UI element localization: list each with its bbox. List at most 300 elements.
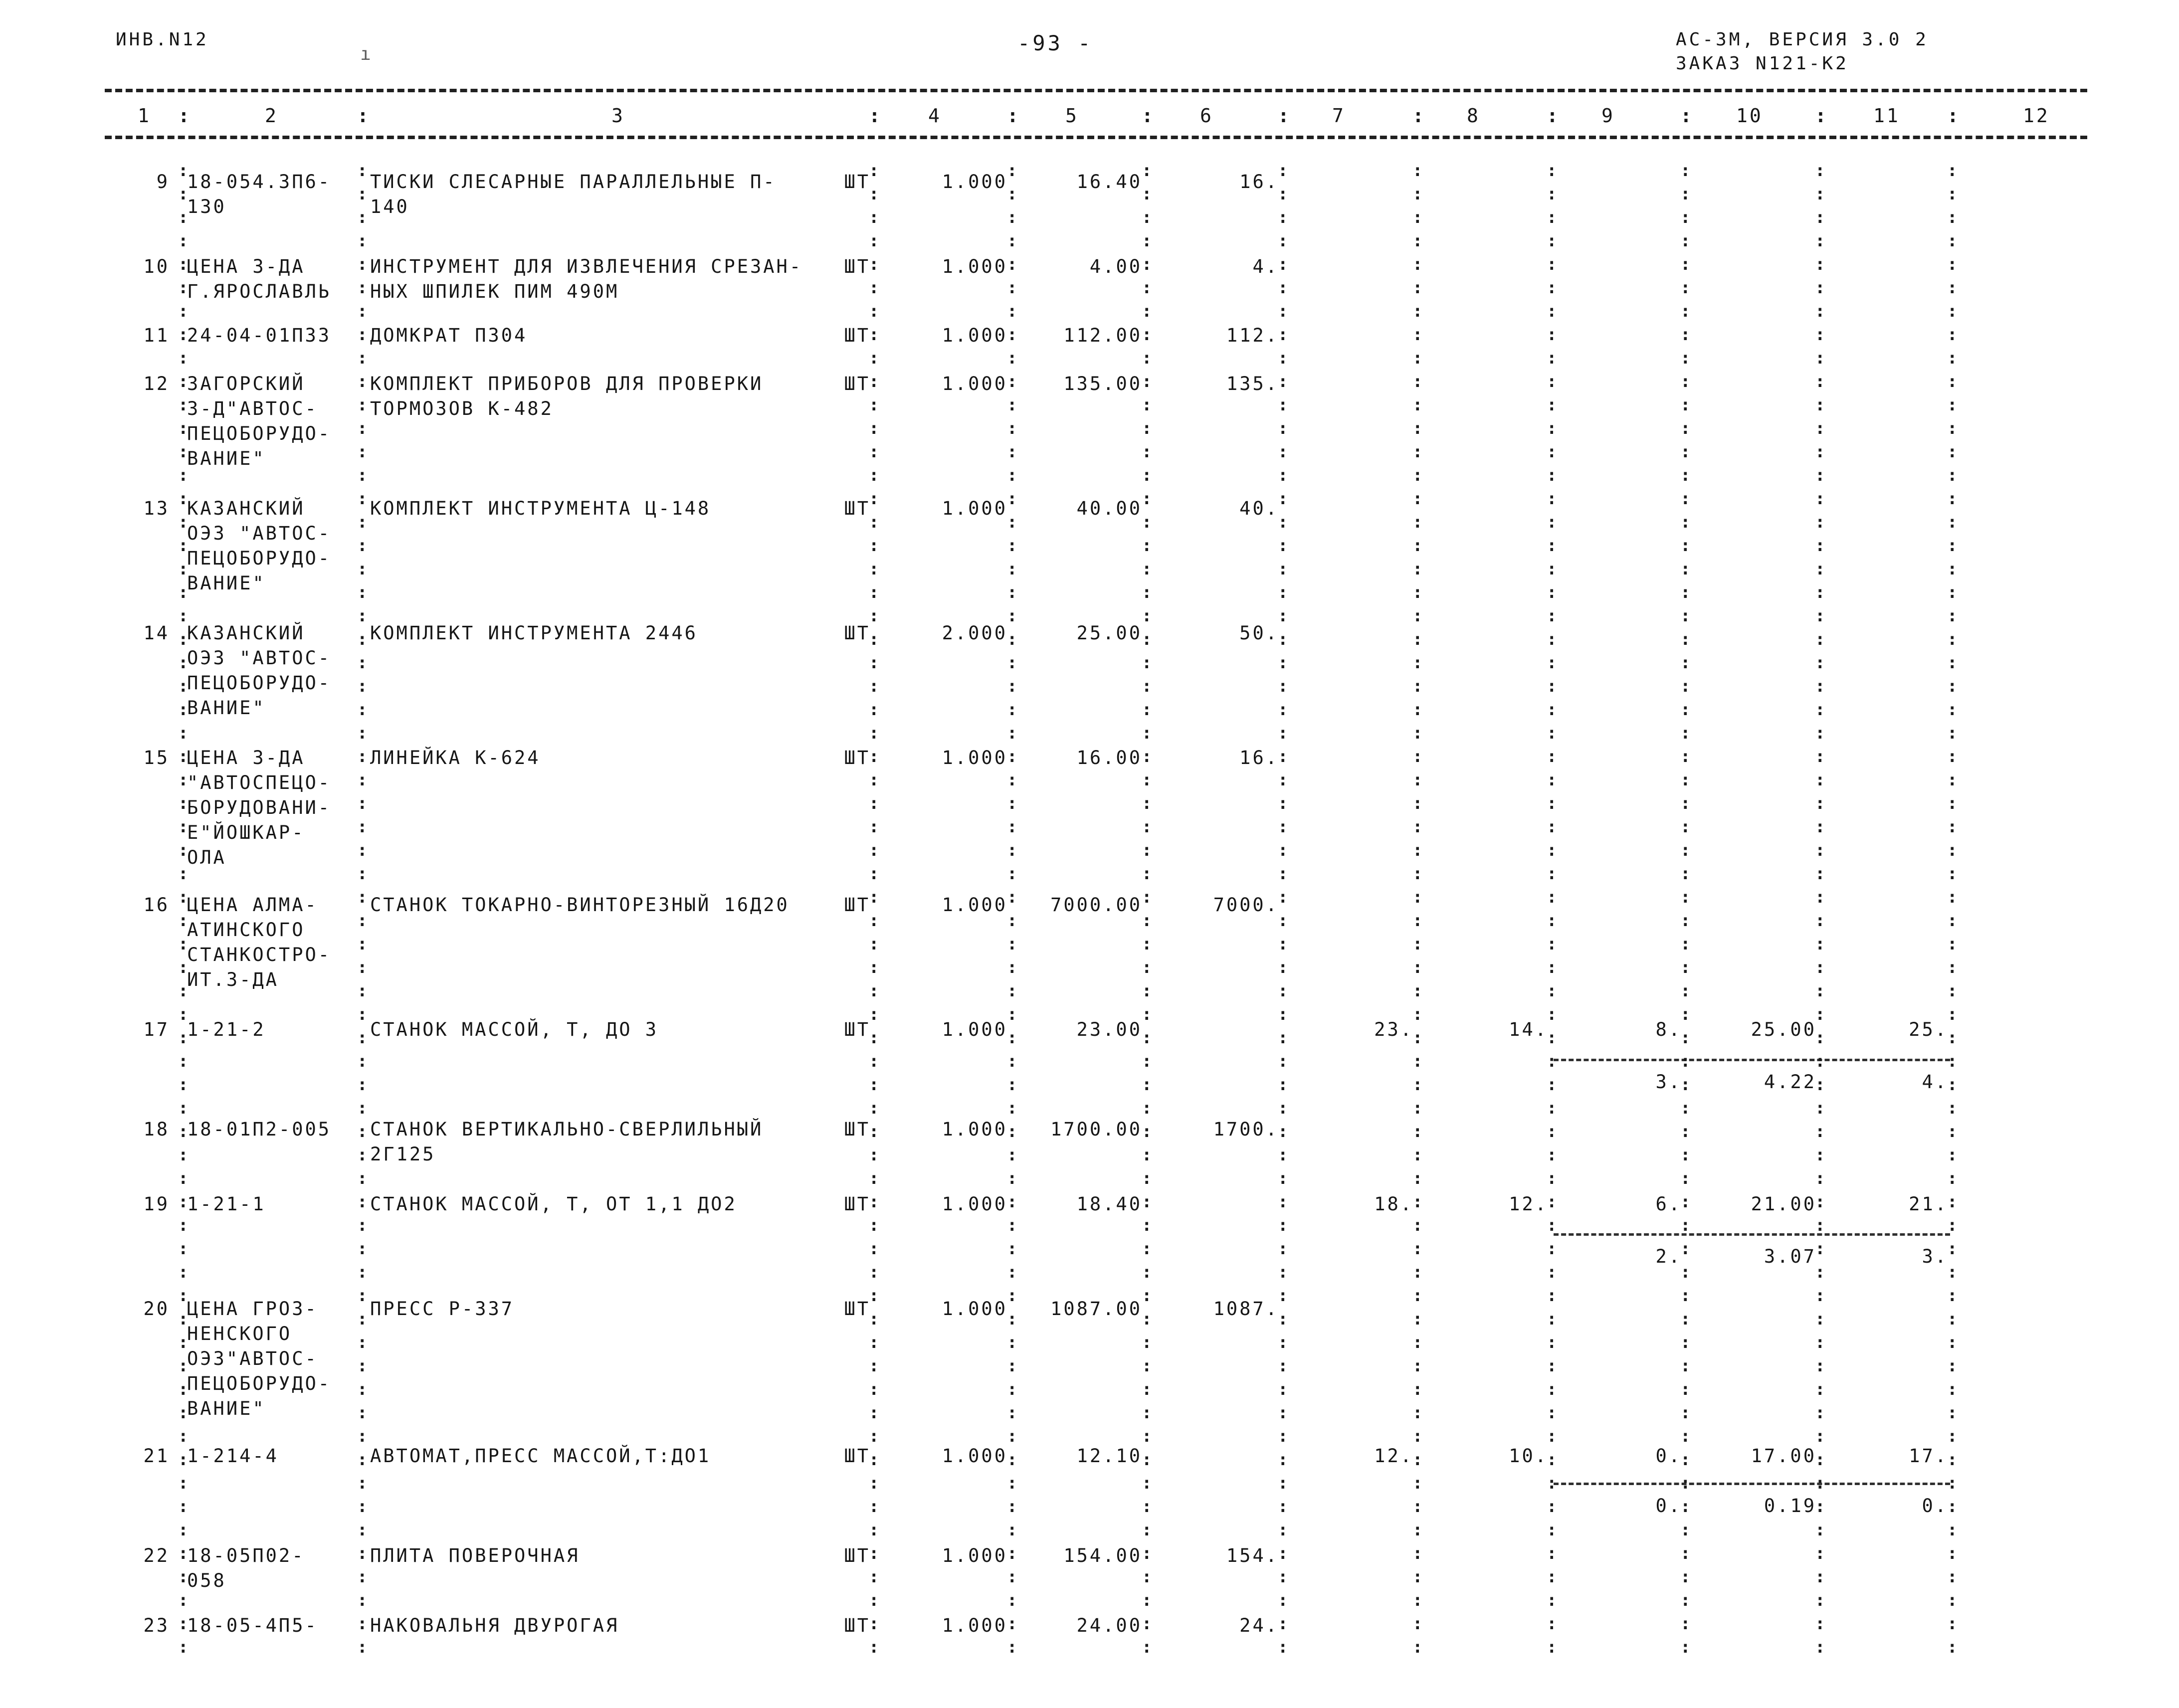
column-rule-dot: :	[869, 1168, 879, 1188]
column-rule-dot: :	[1007, 1332, 1017, 1352]
column-rule-dot: :	[1412, 559, 1423, 579]
column-rule-dot: :	[1947, 911, 1958, 931]
column-rule-dot: :	[178, 1145, 189, 1165]
column-rule-dot: :	[1680, 723, 1691, 743]
column-rule-dot: :	[1412, 325, 1423, 345]
item-code-line: 24-04-01П33	[187, 325, 332, 346]
column-rule-dot: :	[1007, 207, 1017, 227]
column-rule-dot: :	[1947, 301, 1958, 321]
col7-value: 18.	[1374, 1193, 1413, 1215]
column-rule-dot: :	[1278, 1520, 1288, 1540]
column-rule-dot: :	[357, 1450, 368, 1470]
column-rule-dot: :	[178, 1637, 189, 1657]
column-rule-dot: :	[178, 465, 189, 485]
column-rule-dot: :	[1547, 864, 1557, 884]
row-number: 22	[143, 1545, 170, 1566]
column-rule-dot: :	[1815, 161, 1825, 181]
column-rule-dot: :	[1815, 559, 1825, 579]
column-rule-dot: :	[357, 559, 368, 579]
column-rule-dot: :	[1815, 911, 1825, 931]
column-rule-dot: :	[1680, 1497, 1691, 1517]
item-name	[370, 1297, 839, 1322]
column-rule-dot: :	[869, 1590, 879, 1610]
column-rule-dot: :	[178, 934, 189, 954]
column-rule-dot: :	[1412, 793, 1423, 813]
column-rule-dot: :	[1142, 676, 1152, 696]
column-rule-dot: :	[1412, 1309, 1423, 1329]
column-rule-dot: :	[1278, 442, 1288, 462]
col9-value: 6.	[1655, 1193, 1682, 1215]
column-rule-dot: :	[1947, 465, 1958, 485]
column-rule-dot: :	[1547, 1332, 1557, 1352]
column-rule-dot: :	[1142, 1098, 1152, 1118]
column-rule-dot: :	[178, 723, 189, 743]
column-rule-dot: :	[1278, 1450, 1288, 1470]
column-rule-dot: :	[1947, 1075, 1958, 1095]
item-code-line: ЦЕНА З-ДА	[187, 256, 305, 277]
column-rule-dot: :	[1142, 934, 1152, 954]
item-code-line: ИТ.З-ДА	[187, 969, 279, 990]
column-rule-dot: :	[1680, 1168, 1691, 1188]
column-rule-dot: :	[1680, 1098, 1691, 1118]
column-rule-dot: :	[1412, 1590, 1423, 1610]
column-rule-dot: :	[1278, 1403, 1288, 1423]
column-rule-dot: :	[1412, 1262, 1423, 1282]
column-rule-dot: :	[1007, 278, 1017, 298]
column-rule-dot: :	[1278, 418, 1288, 438]
column-rule-dot: :	[1007, 325, 1017, 345]
column-rule-dot: :	[357, 1122, 368, 1141]
column-number-12: 12	[2023, 105, 2050, 127]
col9-value: 0.	[1655, 1445, 1682, 1467]
column-rule-dot: :	[357, 395, 368, 415]
column-rule-dot: :	[1142, 1637, 1152, 1657]
column-number-1: 1	[138, 105, 151, 127]
quantity: 1.000	[942, 1119, 1007, 1140]
column-rule-dot: :	[1278, 1075, 1288, 1095]
column-rule-dot: :	[1142, 1309, 1152, 1329]
column-rule-dot: :	[1947, 1239, 1958, 1259]
column-rule-dot: :	[357, 278, 368, 298]
column-rule-dot: :	[1815, 676, 1825, 696]
column-rule-dot: :	[1815, 700, 1825, 720]
column-rule-dot: :	[1142, 348, 1152, 368]
column-rule-dot: :	[869, 1356, 879, 1376]
column-rule-dot: :	[357, 582, 368, 602]
column-number-6: 6	[1200, 105, 1213, 127]
column-rule-dot: :	[1142, 1051, 1152, 1071]
column-rule-dot: :	[1547, 348, 1557, 368]
row-number: 15	[143, 747, 170, 768]
column-rule-dot: :	[1815, 254, 1825, 274]
column-rule-dot: :	[869, 629, 879, 649]
column-rule-dot: :	[1547, 1403, 1557, 1423]
column-rule-dot: :	[869, 1004, 879, 1024]
column-separator: :	[1007, 105, 1018, 127]
column-rule-dot: :	[1142, 957, 1152, 977]
column-rule-dot: :	[1007, 231, 1017, 251]
column-rule-dot: :	[1547, 418, 1557, 438]
column-rule-dot: :	[1547, 934, 1557, 954]
total-cost: 16.	[1239, 171, 1279, 192]
column-rule-dot: :	[178, 1122, 189, 1141]
column-rule-dot: :	[178, 582, 189, 602]
column-rule-dot: :	[357, 864, 368, 884]
total-cost: 1700.	[1213, 1119, 1279, 1140]
item-name	[370, 1117, 839, 1167]
row-number: 10	[143, 256, 170, 277]
column-rule-dot: :	[1142, 1520, 1152, 1540]
column-rule-dot: :	[1547, 254, 1557, 274]
column-rule-dot: :	[1278, 1028, 1288, 1048]
column-rule-dot: :	[178, 207, 189, 227]
column-rule-dot: :	[1947, 1309, 1958, 1329]
column-rule-dot: :	[1680, 1051, 1691, 1071]
column-rule-dot: :	[357, 512, 368, 532]
column-rule-dot: :	[1680, 793, 1691, 813]
column-rule-dot: :	[1815, 1520, 1825, 1540]
item-code-line: ОЭЗ "АВТОС-	[187, 647, 332, 669]
item-name-line: КОМПЛЕКТ ПРИБОРОВ ДЛЯ ПРОВЕРКИ	[370, 373, 764, 394]
column-rule-dot: :	[178, 512, 189, 532]
column-rule-dot: :	[1815, 606, 1825, 626]
column-rule-dot: :	[178, 418, 189, 438]
column-rule-dot: :	[357, 1520, 368, 1540]
row-number: 23	[143, 1615, 170, 1636]
item-name	[370, 746, 839, 770]
column-rule-dot: :	[1815, 1215, 1825, 1235]
column-rule-dot: :	[1142, 911, 1152, 931]
column-rule-dot: :	[869, 348, 879, 368]
unit-price: 16.00	[1076, 747, 1142, 768]
item-code	[187, 1613, 359, 1638]
unit: ШТ	[844, 1119, 870, 1140]
unit-price: 25.00	[1076, 622, 1142, 644]
column-rule-dot: :	[1007, 489, 1017, 509]
column-rule-dot: :	[1547, 1122, 1557, 1141]
column-rule-dot: :	[1947, 1543, 1958, 1563]
column-rule-dot: :	[869, 747, 879, 766]
column-rule-dot: :	[1947, 864, 1958, 884]
column-rule-dot: :	[1142, 582, 1152, 602]
column-rule-dot: :	[357, 1051, 368, 1071]
column-rule-dot: :	[1547, 207, 1557, 227]
column-rule-dot: :	[1412, 489, 1423, 509]
item-name-line: КОМПЛЕКТ ИНСТРУМЕНТА 2446	[370, 622, 698, 644]
column-rule-dot: :	[1547, 1286, 1557, 1306]
column-rule-dot: :	[1007, 700, 1017, 720]
unit: ШТ	[844, 373, 870, 394]
column-rule-dot: :	[1278, 981, 1288, 1001]
column-rule-dot: :	[178, 1450, 189, 1470]
column-rule-dot: :	[1142, 1028, 1152, 1048]
item-name-line: 2Г125	[370, 1143, 436, 1165]
column-rule-dot: :	[869, 1192, 879, 1212]
column-rule-dot: :	[1412, 278, 1423, 298]
column-rule-dot: :	[178, 911, 189, 931]
column-rule-dot: :	[357, 1075, 368, 1095]
column-rule-dot: :	[357, 1403, 368, 1423]
column-rule-dot: :	[1142, 1473, 1152, 1493]
column-rule-dot: :	[1278, 325, 1288, 345]
column-rule-dot: :	[1815, 1567, 1825, 1587]
column-rule-dot: :	[1947, 1614, 1958, 1634]
column-rule-dot: :	[869, 864, 879, 884]
column-rule-dot: :	[1547, 395, 1557, 415]
column-rule-dot: :	[1680, 1356, 1691, 1376]
column-rule-dot: :	[1412, 582, 1423, 602]
column-rule-dot: :	[1680, 1004, 1691, 1024]
column-rule-dot: :	[1007, 1122, 1017, 1141]
column-rule-dot: :	[357, 1004, 368, 1024]
column-rule-dot: :	[1815, 1543, 1825, 1563]
column-rule-dot: :	[1680, 254, 1691, 274]
column-rule-dot: :	[1412, 1075, 1423, 1095]
column-rule-dot: :	[1947, 1450, 1958, 1470]
column-rule-dot: :	[869, 1473, 879, 1493]
column-rule-dot: :	[1547, 489, 1557, 509]
unit: ШТ	[844, 325, 870, 346]
column-rule-dot: :	[1947, 1637, 1958, 1657]
column-rule-dot: :	[1412, 981, 1423, 1001]
subtotal-divider	[1554, 1483, 1950, 1485]
column-rule-dot: :	[869, 254, 879, 274]
column-rule-dot: :	[1547, 1192, 1557, 1212]
column-rule-dot: :	[1142, 465, 1152, 485]
column-rule-dot: :	[1547, 161, 1557, 181]
column-rule-dot: :	[1142, 1356, 1152, 1376]
column-rule-dot: :	[1412, 1051, 1423, 1071]
column-rule-dot: :	[1142, 864, 1152, 884]
column-rule-dot: :	[178, 161, 189, 181]
column-rule-dot: :	[869, 934, 879, 954]
column-rule-dot: :	[1007, 372, 1017, 391]
column-rule-dot: :	[1278, 582, 1288, 602]
column-rule-dot: :	[357, 536, 368, 556]
column-rule-dot: :	[1007, 348, 1017, 368]
item-code-line: ЦЕНА З-ДА	[187, 747, 305, 768]
column-rule-dot: :	[1680, 301, 1691, 321]
column-rule-dot: :	[1278, 1426, 1288, 1446]
column-rule-dot: :	[869, 1614, 879, 1634]
column-rule-dot: :	[1142, 1004, 1152, 1024]
column-rule-dot: :	[1278, 207, 1288, 227]
unit: ШТ	[844, 171, 870, 192]
subtotal-divider	[1554, 1059, 1950, 1061]
column-rule-dot: :	[1278, 1309, 1288, 1329]
item-name	[370, 1444, 839, 1469]
column-rule-dot: :	[869, 489, 879, 509]
column-rule-dot: :	[1412, 957, 1423, 977]
row-number: 20	[143, 1298, 170, 1320]
item-code-line: "АВТОСПЕЦО-	[187, 772, 332, 793]
row-number: 16	[143, 894, 170, 916]
column-rule-dot: :	[869, 161, 879, 181]
column-rule-dot: :	[1007, 1567, 1017, 1587]
column-rule-dot: :	[178, 840, 189, 860]
column-rule-dot: :	[357, 676, 368, 696]
column-rule-dot: :	[1815, 465, 1825, 485]
column-rule-dot: :	[869, 301, 879, 321]
column-rule-dot: :	[1947, 512, 1958, 532]
column-rule-dot: :	[869, 1309, 879, 1329]
column-rule-dot: :	[1547, 1239, 1557, 1259]
sub-col11-value: 0.	[1922, 1495, 1948, 1517]
column-rule-dot: :	[1680, 911, 1691, 931]
column-rule-dot: :	[1680, 1332, 1691, 1352]
column-rule-dot: :	[1142, 723, 1152, 743]
column-rule-dot: :	[1947, 1426, 1958, 1446]
unit-price: 1087.00	[1050, 1298, 1142, 1320]
column-rule-dot: :	[1412, 887, 1423, 907]
column-rule-dot: :	[1278, 1379, 1288, 1399]
column-rule-dot: :	[1007, 887, 1017, 907]
column-rule-dot: :	[1007, 1473, 1017, 1493]
item-code-line: 18-054.3П6-	[187, 171, 332, 192]
quantity: 1.000	[942, 256, 1007, 277]
column-rule-dot: :	[178, 301, 189, 321]
column-rule-dot: :	[1412, 1004, 1423, 1024]
item-code-line: ВАНИЕ"	[187, 697, 266, 719]
column-rule-dot: :	[1278, 1473, 1288, 1493]
row-number: 18	[143, 1119, 170, 1140]
column-rule-dot: :	[1815, 629, 1825, 649]
column-rule-dot: :	[1547, 817, 1557, 837]
column-rule-dot: :	[1815, 348, 1825, 368]
quantity: 1.000	[942, 1545, 1007, 1566]
column-rule-dot: :	[1412, 629, 1423, 649]
subtotal-divider	[1554, 1233, 1950, 1236]
column-rule-dot: :	[1007, 1098, 1017, 1118]
column-rule-dot: :	[1680, 1403, 1691, 1423]
column-rule-dot: :	[357, 1567, 368, 1587]
column-rule-dot: :	[1815, 770, 1825, 790]
column-rule-dot: :	[178, 372, 189, 391]
column-rule-dot: :	[1412, 1356, 1423, 1376]
column-rule-dot: :	[1947, 817, 1958, 837]
column-rule-dot: :	[357, 606, 368, 626]
column-rule-dot: :	[1412, 301, 1423, 321]
sub-col9-value: 0.	[1655, 1495, 1682, 1517]
column-rule-dot: :	[1142, 770, 1152, 790]
item-code-line: ЦЕНА ГРОЗ-	[187, 1298, 318, 1320]
column-rule-dot: :	[869, 536, 879, 556]
item-name-line: СТАНОК ВЕРТИКАЛЬНО-СВЕРЛИЛЬНЫЙ	[370, 1119, 764, 1140]
column-rule-dot: :	[1278, 301, 1288, 321]
sub-col10-value: 3.07	[1764, 1246, 1816, 1267]
quantity: 2.000	[942, 622, 1007, 644]
column-rule-dot: :	[1412, 254, 1423, 274]
column-rule-dot: :	[1007, 512, 1017, 532]
column-rule-dot: :	[1680, 676, 1691, 696]
column-rule-dot: :	[1680, 1637, 1691, 1657]
item-code-line: ОЭЗ"АВТОС-	[187, 1348, 318, 1369]
column-rule-dot: :	[1947, 981, 1958, 1001]
column-rule-dot: :	[1007, 1239, 1017, 1259]
item-code-line: 18-05П02-	[187, 1545, 305, 1566]
column-rule-dot: :	[1278, 395, 1288, 415]
item-name-line: ТОРМОЗОВ К-482	[370, 398, 554, 419]
column-rule-dot: :	[178, 325, 189, 345]
column-rule-dot: :	[1947, 418, 1958, 438]
column-rule-dot: :	[869, 1028, 879, 1048]
column-rule-dot: :	[869, 1262, 879, 1282]
column-rule-dot: :	[1680, 184, 1691, 204]
unit-price: 40.00	[1076, 498, 1142, 519]
unit: ШТ	[844, 1193, 870, 1215]
item-code-line: СТАНКОСТРО-	[187, 944, 332, 965]
column-rule-dot: :	[1815, 957, 1825, 977]
column-rule-dot: :	[1007, 184, 1017, 204]
column-rule-dot: :	[1142, 1145, 1152, 1165]
total-cost: 7000.	[1213, 894, 1279, 916]
column-rule-dot: :	[1947, 1145, 1958, 1165]
column-rule-dot: :	[1142, 1122, 1152, 1141]
column-rule-dot: :	[178, 1497, 189, 1517]
column-rule-dot: :	[1278, 747, 1288, 766]
column-rule-dot: :	[1547, 1168, 1557, 1188]
column-rule-dot: :	[357, 1543, 368, 1563]
column-rule-dot: :	[1815, 1145, 1825, 1165]
column-rule-dot: :	[1815, 981, 1825, 1001]
column-rule-dot: :	[1412, 770, 1423, 790]
column-rule-dot: :	[1547, 1450, 1557, 1470]
column-rule-dot: :	[1680, 1239, 1691, 1259]
col7-value: 23.	[1374, 1019, 1413, 1040]
quantity: 1.000	[942, 373, 1007, 394]
column-rule-dot: :	[869, 1567, 879, 1587]
column-rule-dot: :	[357, 981, 368, 1001]
column-rule-dot: :	[1412, 1098, 1423, 1118]
column-rule-dot: :	[1412, 231, 1423, 251]
unit: ШТ	[844, 622, 870, 644]
column-rule-dot: :	[357, 1426, 368, 1446]
column-rule-dot: :	[1412, 700, 1423, 720]
column-rule-dot: :	[1142, 395, 1152, 415]
column-rule-dot: :	[1680, 559, 1691, 579]
column-rule-dot: :	[1815, 184, 1825, 204]
column-rule-dot: :	[1007, 1379, 1017, 1399]
column-rule-dot: :	[357, 1286, 368, 1306]
total-cost: 16.	[1239, 747, 1279, 768]
column-rule-dot: :	[1815, 887, 1825, 907]
quantity: 1.000	[942, 1445, 1007, 1467]
column-rule-dot: :	[1412, 653, 1423, 673]
column-rule-dot: :	[1947, 254, 1958, 274]
column-rule-dot: :	[1547, 1637, 1557, 1657]
item-name	[370, 621, 839, 646]
row-number: 21	[143, 1445, 170, 1467]
item-code-line: ПЕЦОБОРУДО-	[187, 1373, 332, 1394]
column-rule-dot: :	[1947, 1520, 1958, 1540]
col10-value: 21.00	[1751, 1193, 1816, 1215]
column-rule-dot: :	[178, 1239, 189, 1259]
col8-value: 14.	[1509, 1019, 1548, 1040]
item-code-line: 18-01П2-005	[187, 1119, 332, 1140]
column-rule-dot: :	[1007, 1215, 1017, 1235]
column-rule-dot: :	[1947, 582, 1958, 602]
column-rule-dot: :	[1547, 442, 1557, 462]
column-rule-dot: :	[1007, 1450, 1017, 1470]
column-rule-dot: :	[1947, 934, 1958, 954]
column-rule-dot: :	[1007, 1192, 1017, 1212]
column-rule-dot: :	[1278, 723, 1288, 743]
column-rule-dot: :	[357, 887, 368, 907]
column-rule-dot: :	[178, 1286, 189, 1306]
column-rule-dot: :	[1278, 606, 1288, 626]
column-rule-dot: :	[1680, 1122, 1691, 1141]
total-cost: 4.	[1252, 256, 1279, 277]
